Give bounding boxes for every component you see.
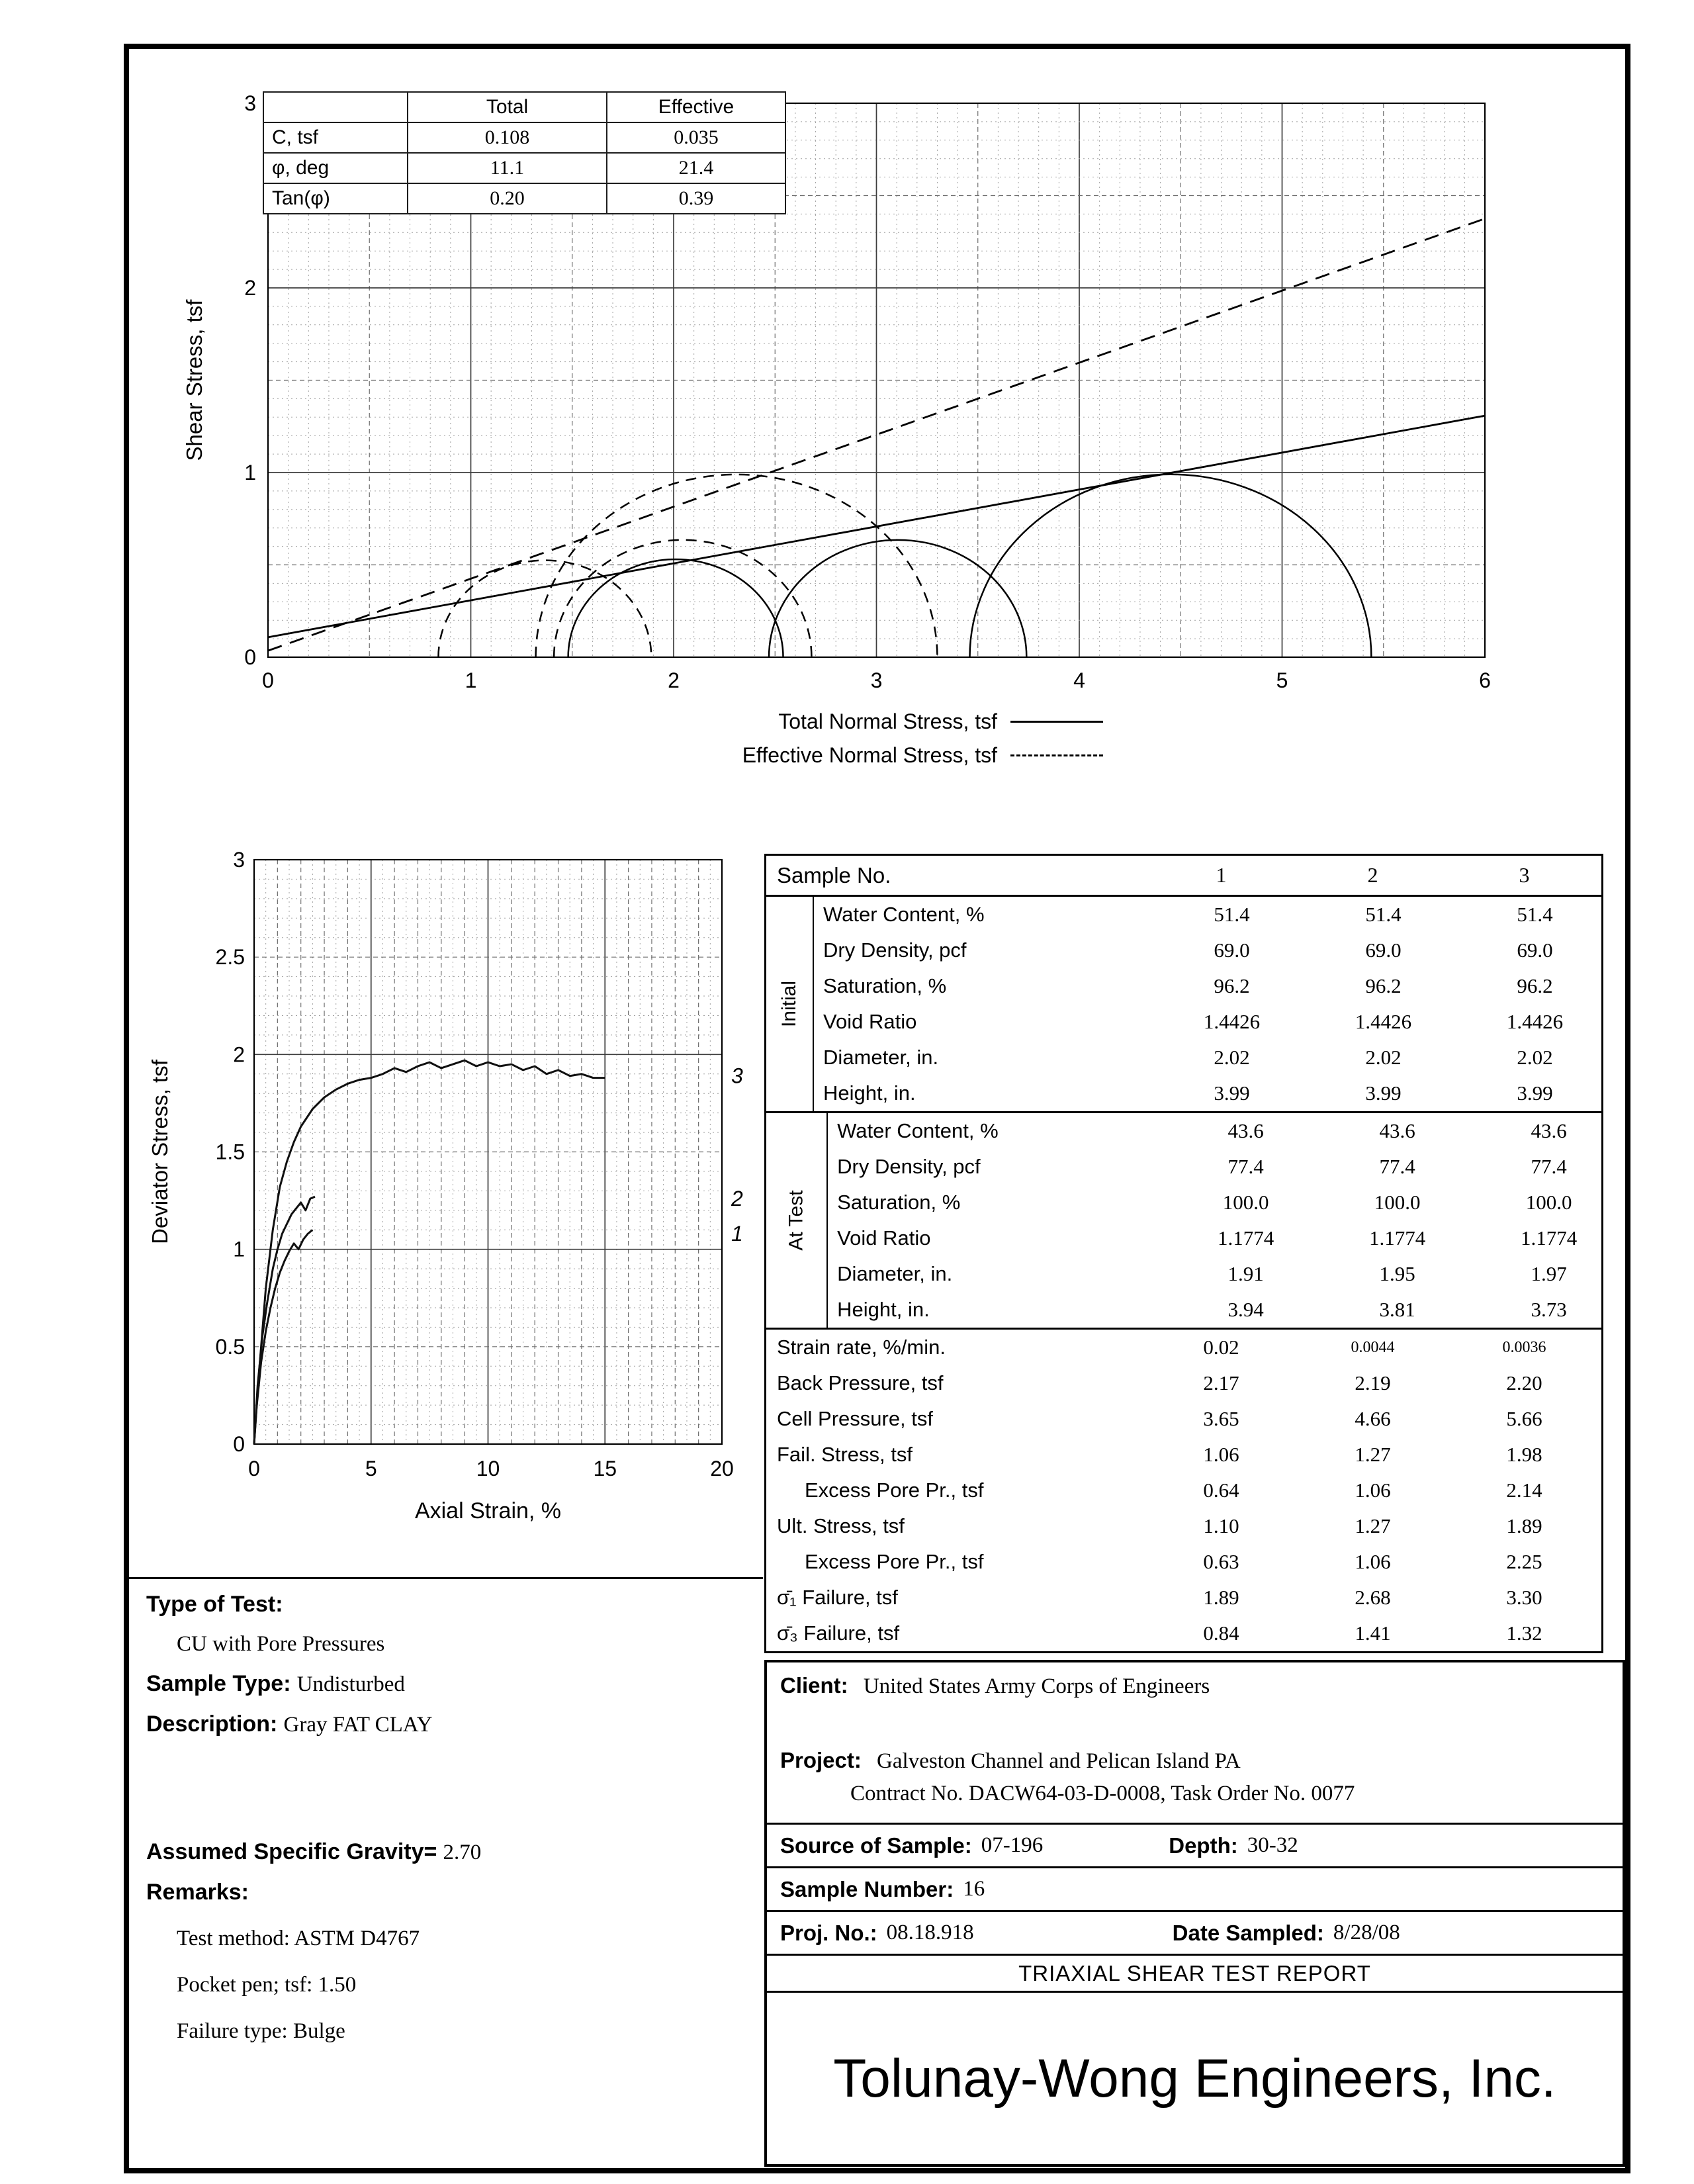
row-label: Height, in. [837,1298,930,1321]
sample-no-header: Sample No. [777,862,891,887]
cell-value: 0.84 [1203,1621,1239,1645]
table-row [828,1256,1625,1292]
description-value: Gray FAT CLAY [283,1713,433,1737]
svg-text:5: 5 [365,1457,377,1480]
row-label: Height, in. [823,1081,916,1105]
table-row [766,1365,1601,1401]
remarks-row [146,1878,763,1907]
cell-value: 2.19 [1355,1371,1391,1394]
svg-text:0: 0 [233,1432,245,1456]
cell-value: 51.4 [1214,903,1250,926]
cell-value: 51.4 [1517,903,1553,926]
row-label: σ̄₃ Failure, tsf [777,1621,900,1645]
type-of-test-value: CU with Pore Pressures [177,1632,385,1656]
cell-value: 1.1774 [1218,1226,1274,1250]
cell-value: 3.73 [1531,1298,1567,1321]
svg-text:0: 0 [262,668,274,692]
svg-text:10: 10 [476,1457,500,1480]
strength-parameters-table [263,91,786,214]
param-effective-value: 0.39 [607,183,785,214]
cell-value: 2.17 [1203,1371,1239,1394]
sample-table-header [766,856,1601,897]
row-label: Diameter, in. [837,1262,953,1285]
solid-line-sample-icon [1010,721,1103,723]
depth-value: 30-32 [1247,1833,1298,1857]
row-label: Strain rate, %/min. [777,1336,946,1359]
depth-label: Depth: [1169,1833,1238,1858]
sample-number-value: 16 [963,1877,985,1901]
group-rotated-label: At Test [766,1113,828,1328]
cell-value: 3.99 [1517,1081,1553,1105]
cell-value: 2.68 [1355,1586,1391,1609]
svg-text:1: 1 [233,1237,245,1261]
svg-text:15: 15 [593,1457,617,1480]
contract-row: Contract No. DACW64-03-D-0008, Task Order No. 0077 [850,1782,1355,1805]
row-label: Void Ratio [837,1226,931,1250]
svg-text:3: 3 [244,91,256,115]
cell-value: 2.02 [1214,1046,1250,1069]
row-label: Dry Density, pcf [837,1155,981,1178]
cell-value: 1.97 [1531,1262,1567,1285]
table-row [766,1473,1601,1508]
project-row [780,1748,1609,1774]
cell-value: 2.02 [1517,1046,1553,1069]
cell-value: 4.66 [1355,1407,1391,1430]
param-col-header: Total [408,92,607,122]
specific-gravity-row [146,1837,763,1867]
row-label: Dry Density, pcf [823,938,967,962]
cell-value: 1.91 [1227,1262,1264,1285]
cell-value: 1.41 [1355,1621,1391,1645]
param-row [263,153,785,183]
cell-value: 69.0 [1365,938,1402,962]
param-label: φ, deg [263,153,408,183]
cell-value: 0.02 [1203,1336,1239,1359]
cell-value: 0.63 [1203,1550,1239,1573]
table-row [766,1508,1601,1544]
svg-text:5: 5 [1276,668,1288,692]
legend-effective-label: Effective Normal Stress, tsf [742,743,997,767]
sample-number-label: Sample Number: [780,1876,954,1901]
table-row [828,1149,1625,1185]
curve-number-label: 3 [731,1064,743,1088]
proj-no-label: Proj. No.: [780,1920,877,1945]
table-row [828,1220,1625,1256]
legend-effective-row [587,743,1103,768]
row-label: Saturation, % [823,974,947,997]
table-row [814,1040,1611,1075]
stress-strain-chart [124,827,825,1595]
cell-value: 1.27 [1355,1443,1391,1466]
proj-no-value: 08.18.918 [886,1921,974,1944]
svg-text:3: 3 [233,848,245,872]
dashed-line-sample-icon [1010,754,1103,756]
cell-value: 43.6 [1379,1119,1415,1142]
table-row [814,1075,1611,1111]
cell-value: 1.27 [1355,1514,1391,1537]
ss-x-axis-label: Axial Strain, % [414,1498,562,1524]
project-label: Project: [780,1748,862,1772]
type-of-test-label: Type of Test: [146,1592,283,1617]
param-label: Tan(φ) [263,183,408,214]
cell-value: 1.95 [1379,1262,1415,1285]
cell-value: 100.0 [1525,1191,1572,1214]
client-value: United States Army Corps of Engineers [863,1674,1210,1698]
client-label: Client: [780,1673,848,1698]
cell-value: 51.4 [1365,903,1402,926]
table-row [814,933,1611,968]
row-label: Cell Pressure, tsf [777,1407,934,1430]
svg-text:0.5: 0.5 [215,1334,245,1359]
cell-value: 1.89 [1203,1586,1239,1609]
row-label: Water Content, % [837,1119,999,1142]
report-title: TRIAXIAL SHEAR TEST REPORT [767,1956,1623,1993]
cell-value: 0.64 [1203,1479,1239,1502]
cell-value: 1.4426 [1506,1010,1564,1033]
cell-value: 1.1774 [1521,1226,1578,1250]
cell-value: 2.02 [1365,1046,1402,1069]
mohr-y-axis-label: Shear Stress, tsf [182,299,206,461]
svg-text:0: 0 [244,645,256,669]
cell-value: 43.6 [1227,1119,1264,1142]
table-row [766,1401,1601,1437]
cell-value: 96.2 [1214,974,1250,997]
cell-value: 96.2 [1517,974,1553,997]
row-label: Fail. Stress, tsf [777,1443,913,1466]
description-row [146,1709,763,1739]
table-row [766,1544,1601,1580]
sample-number-row [767,1868,1623,1912]
cell-value: 100.0 [1222,1191,1269,1214]
cell-value: 1.06 [1203,1443,1239,1466]
project-number-row [767,1912,1623,1956]
source-value: 07-196 [981,1833,1044,1857]
svg-text:20: 20 [710,1457,734,1480]
table-row [814,897,1611,933]
svg-text:2: 2 [244,276,256,300]
table-row [828,1113,1625,1149]
table-row [766,1437,1601,1473]
table-row [766,1580,1601,1615]
source-depth-row [767,1825,1623,1868]
svg-text:0: 0 [248,1457,260,1480]
normal-stress-legend [124,709,1566,768]
row-label: Back Pressure, tsf [777,1371,944,1394]
row-label: σ̄₁ Failure, tsf [777,1586,898,1609]
cell-value: 3.94 [1227,1298,1264,1321]
svg-text:1: 1 [244,461,256,484]
table-row [828,1292,1625,1328]
remark-line: Pocket pen; tsf: 1.50 [177,1973,357,1997]
row-label: Excess Pore Pr., tsf [805,1550,984,1573]
cell-value: 77.4 [1379,1155,1415,1178]
cell-value: 1.4426 [1355,1010,1412,1033]
param-col-header [263,92,408,122]
param-effective-value: 0.035 [607,122,785,153]
report-info-box [764,1660,1625,2167]
cell-value: 3.99 [1214,1081,1250,1105]
param-label: C, tsf [263,122,408,153]
row-label: Ult. Stress, tsf [777,1514,905,1537]
row-label: Void Ratio [823,1010,917,1033]
specific-gravity-label: Assumed Specific Gravity= [146,1839,437,1864]
param-row [263,183,785,214]
param-row [263,122,785,153]
cell-value: 1.32 [1506,1621,1542,1645]
cell-value: 1.89 [1506,1514,1542,1537]
param-effective-value: 21.4 [607,153,785,183]
cell-value: 2.14 [1506,1479,1542,1502]
row-label: Excess Pore Pr., tsf [805,1479,984,1502]
row-label: Diameter, in. [823,1046,939,1069]
legend-total-row [587,709,1103,734]
remark-line: Failure type: Bulge [177,2019,345,2043]
svg-text:2.5: 2.5 [215,945,245,970]
remark-line: Test method: ASTM D4767 [177,1927,420,1950]
cell-value: 43.6 [1531,1119,1567,1142]
client-project-section [767,1662,1623,1825]
sample-column-number: 1 [1216,863,1227,887]
svg-text:2: 2 [668,668,680,692]
cell-value: 3.99 [1365,1081,1402,1105]
table-row [828,1185,1625,1220]
ss-y-axis-label: Deviator Stress, tsf [148,1060,172,1244]
cell-value: 3.30 [1506,1586,1542,1609]
svg-text:1.5: 1.5 [215,1140,245,1164]
cell-value: 77.4 [1227,1155,1264,1178]
cell-value: 0.0036 [1502,1338,1546,1356]
test-info-panel [129,1577,763,2046]
sample-data-table [764,854,1603,1653]
sample-column-number: 2 [1367,863,1378,887]
cell-value: 1.1774 [1369,1226,1426,1250]
cell-value: 2.20 [1506,1371,1542,1394]
description-label: Description: [146,1711,278,1737]
cell-value: 96.2 [1365,974,1402,997]
svg-text:6: 6 [1479,668,1491,692]
param-total-value: 11.1 [408,153,607,183]
source-label: Source of Sample: [780,1833,972,1858]
svg-text:2: 2 [233,1042,245,1067]
project-value: Galveston Channel and Pelican Island PA [877,1749,1241,1773]
table-row [766,1615,1601,1651]
cell-value: 3.81 [1379,1298,1415,1321]
cell-value: 1.06 [1355,1550,1391,1573]
cell-value: 1.06 [1355,1479,1391,1502]
cell-value: 1.10 [1203,1514,1239,1537]
cell-value: 1.4426 [1203,1010,1261,1033]
table-row [814,968,1611,1004]
sample-column-number: 3 [1519,863,1530,887]
date-sampled-value: 8/28/08 [1333,1921,1400,1944]
cell-value: 1.98 [1506,1443,1542,1466]
cell-value: 0.0044 [1351,1338,1395,1356]
cell-value: 69.0 [1214,938,1250,962]
row-label: Saturation, % [837,1191,961,1214]
company-name: Tolunay-Wong Engineers, Inc. [833,2048,1556,2109]
svg-text:3: 3 [870,668,883,692]
date-sampled-label: Date Sampled: [1172,1920,1324,1945]
cell-value: 77.4 [1531,1155,1567,1178]
svg-text:1: 1 [465,668,477,692]
cell-value: 100.0 [1374,1191,1421,1214]
cell-value: 2.25 [1506,1550,1542,1573]
param-total-value: 0.108 [408,122,607,153]
curve-number-label: 2 [731,1187,743,1211]
row-label: Water Content, % [823,903,985,926]
remarks-label: Remarks: [146,1880,249,1905]
svg-text:4: 4 [1073,668,1085,692]
specific-gravity-value: 2.70 [443,1841,482,1864]
table-group-at-test [766,1113,1601,1330]
legend-total-label: Total Normal Stress, tsf [778,709,997,733]
sample-type-row [146,1669,763,1699]
table-row [766,1330,1601,1365]
cell-value: 5.66 [1506,1407,1542,1430]
curve-number-label: 1 [731,1222,743,1246]
sample-type-label: Sample Type: [146,1671,291,1696]
cell-value: 3.65 [1203,1407,1239,1430]
client-row [780,1673,1609,1699]
cell-value: 69.0 [1517,938,1553,962]
param-col-header: Effective [607,92,785,122]
type-of-test-row [146,1590,763,1619]
table-group-initial [766,897,1601,1113]
param-total-value: 0.20 [408,183,607,214]
table-row [814,1004,1611,1040]
sample-type-value: Undisturbed [296,1672,405,1696]
group-rotated-label: Initial [766,897,814,1111]
